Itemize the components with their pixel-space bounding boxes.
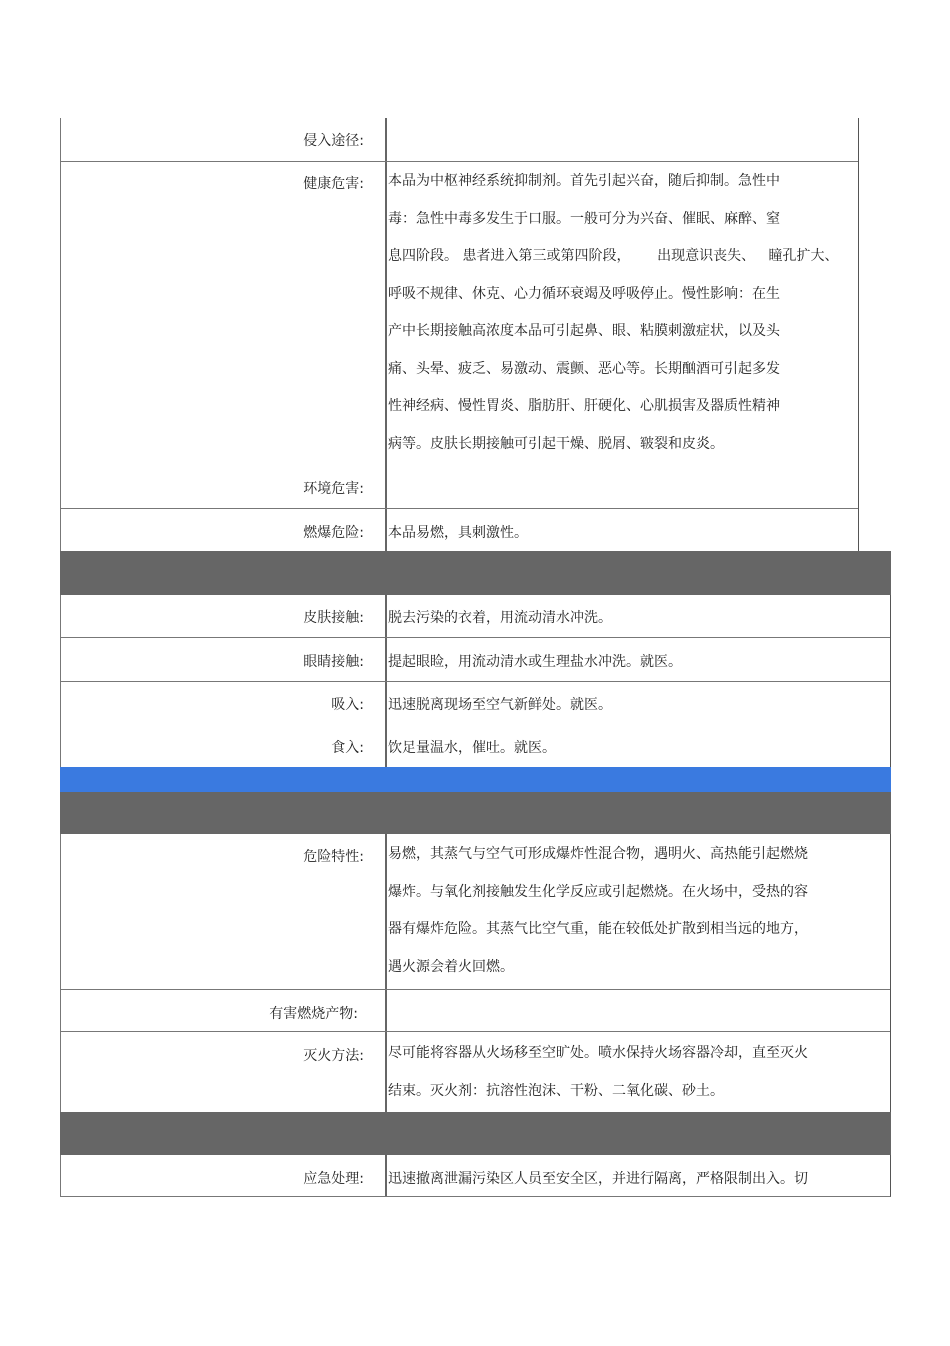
health-line: 息四阶段。 患者进入第三或第四阶段， 出现意识丧失、 瞳孔扩大、 bbox=[388, 248, 839, 264]
label-ingestion: 食入: bbox=[331, 740, 364, 756]
label-extinguishing-method: 灭火方法: bbox=[303, 1048, 364, 1064]
section-firefighting-table bbox=[60, 834, 891, 1112]
label-skin-contact: 皮肤接触: bbox=[303, 610, 364, 626]
label-emergency-response: 应急处理: bbox=[303, 1171, 364, 1187]
extinguish-line: 结束。灭火剂：抗溶性泡沫、干粉、二氧化碳、砂土。 bbox=[388, 1082, 724, 1099]
ingestion-value: 饮足量温水，催吐。就医。 bbox=[388, 740, 556, 756]
health-line: 本品为中枢神经系统抑制剂。首先引起兴奋，随后抑制。急性中 bbox=[388, 173, 780, 189]
hazard-properties-text bbox=[388, 836, 808, 986]
accent-bar bbox=[60, 767, 891, 792]
hazard-line: 易燃，其蒸气与空气可形成爆炸性混合物，遇明火、高热能引起燃烧 bbox=[388, 846, 808, 862]
hazard-line: 爆炸。与氧化剂接触发生化学反应或引起燃烧。在火场中，受热的容 bbox=[388, 883, 808, 900]
fire-explosion-value: 本品易燃，具刺激性。 bbox=[388, 525, 528, 541]
label-eye-contact: 眼睛接触: bbox=[303, 654, 364, 670]
label-invasion-route: 侵入途径: bbox=[303, 133, 364, 149]
extinguish-line: 尽可能将容器从火场移至空旷处。喷水保持火场容器冷却，直至灭火 bbox=[388, 1045, 808, 1061]
health-line: 痛、头晕、疲乏、易激动、震颤、恶心等。长期酗酒可引起多发 bbox=[388, 360, 780, 377]
section-spill-table bbox=[60, 1155, 891, 1197]
section-first-aid-table bbox=[60, 595, 891, 767]
health-line: 产中长期接触高浓度本品可引起鼻、眼、粘膜刺激症状，以及头 bbox=[388, 323, 780, 339]
inhalation-value: 迅速脱离现场至空气新鲜处。就医。 bbox=[388, 697, 612, 713]
skin-contact-value: 脱去污染的衣着，用流动清水冲洗。 bbox=[388, 610, 612, 626]
label-hazard-properties: 危险特性: bbox=[303, 849, 364, 865]
section-header-bar-firefighting bbox=[60, 792, 891, 834]
hazard-line: 遇火源会着火回燃。 bbox=[388, 958, 514, 975]
label-combustion-products: 有害燃烧产物: bbox=[269, 1006, 358, 1022]
health-line: 病等。皮肤长期接触可引起干燥、脱屑、皲裂和皮炎。 bbox=[388, 435, 724, 452]
emergency-response-value: 迅速撤离泄漏污染区人员至安全区，并进行隔离，严格限制出入。切 bbox=[388, 1171, 808, 1187]
section-health-table bbox=[60, 118, 859, 551]
section-header-bar-spill bbox=[60, 1112, 891, 1155]
label-environment-hazard: 环境危害: bbox=[303, 481, 364, 497]
health-line: 呼吸不规律、休克、心力循环衰竭及呼吸停止。慢性影响：在生 bbox=[388, 285, 780, 302]
extinguishing-method-text bbox=[388, 1035, 808, 1110]
eye-contact-value: 提起眼睑，用流动清水或生理盐水冲洗。就医。 bbox=[388, 654, 682, 670]
health-hazard-text bbox=[388, 163, 839, 463]
section-header-bar-first-aid bbox=[60, 551, 891, 595]
label-fire-explosion: 燃爆危险: bbox=[303, 525, 364, 541]
health-line: 毒：急性中毒多发生于口服。一般可分为兴奋、催眠、麻醉、窒 bbox=[388, 210, 780, 227]
label-inhalation: 吸入: bbox=[331, 697, 364, 713]
label-health-hazard: 健康危害: bbox=[303, 176, 364, 192]
hazard-line: 器有爆炸危险。其蒸气比空气重，能在较低处扩散到相当远的地方， bbox=[388, 921, 808, 937]
health-line: 性神经病、慢性胃炎、脂肪肝、肝硬化、心肌损害及器质性精神 bbox=[388, 398, 780, 414]
